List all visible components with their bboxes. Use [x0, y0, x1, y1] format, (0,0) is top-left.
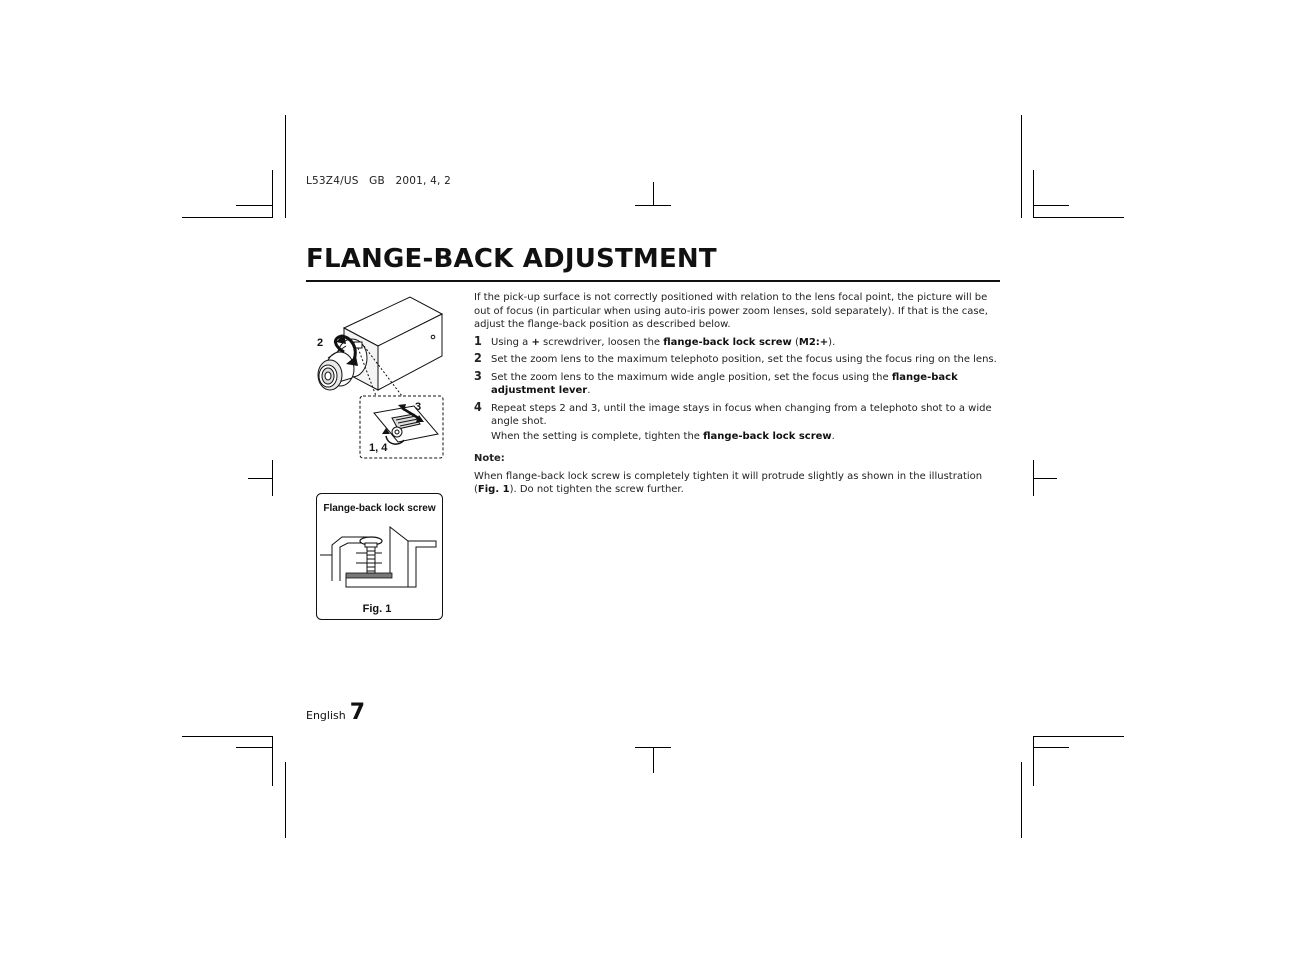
crop-mark: [653, 182, 654, 206]
crop-mark: [1033, 747, 1069, 748]
crop-mark: [653, 747, 654, 773]
callout-2: 2: [317, 337, 324, 349]
page-footer: [306, 700, 365, 725]
instructions: [474, 291, 999, 497]
crop-mark: [236, 205, 272, 206]
step-number: 4: [474, 398, 482, 414]
step-number: 3: [474, 367, 482, 383]
note-heading: Note:: [474, 453, 505, 464]
crop-mark: [182, 217, 272, 218]
step-number: 2: [474, 350, 482, 365]
document-code: L53Z4/US GB 2001, 4, 2: [306, 175, 451, 187]
crop-mark: [272, 460, 273, 496]
step-3: 3 Set the zoom lens to the maximum wide angle position, set the focus using the flange-back adjustment lever.: [474, 367, 958, 396]
crop-mark: [248, 478, 272, 479]
crop-mark: [1033, 217, 1124, 218]
crop-mark: [285, 115, 286, 218]
crop-mark: [285, 762, 286, 838]
crop-mark: [1033, 736, 1034, 786]
crop-mark: [272, 170, 273, 218]
crop-mark: [236, 747, 272, 748]
crop-mark: [1033, 478, 1057, 479]
step-4: 4 Repeat steps 2 and 3, until the image stays in focus when changing from a telephoto shot to a wide angle shot. When the setting is complete, tighten the flange-back lock screw.: [474, 398, 992, 442]
page-title: FLANGE-BACK ADJUSTMENT: [306, 244, 717, 274]
fig1-caption: Fig. 1: [362, 603, 392, 615]
page-number: 7: [349, 700, 366, 725]
crop-mark: [1033, 205, 1069, 206]
callout-1-4: 1, 4: [369, 442, 388, 454]
crop-mark: [1021, 115, 1022, 218]
fig1-title: Flange-back lock screw: [323, 503, 436, 514]
title-rule: [306, 280, 1000, 282]
crop-mark: [1021, 762, 1022, 838]
step-2: 2 Set the zoom lens to the maximum telephoto position, set the focus using the focus ring on the lens.: [474, 350, 997, 365]
crop-mark: [1033, 736, 1124, 737]
crop-mark: [635, 205, 671, 206]
crop-mark: [272, 736, 273, 786]
footer-language: English: [306, 709, 346, 722]
step-number: 1: [474, 332, 482, 348]
callout-3: 3: [415, 401, 422, 413]
intro-paragraph: If the pick-up surface is not correctly positioned with relation to the lens focal point, the picture will be out of focus (in particular when using auto-iris power zoom lenses, sold separately). If that is the case, adjust the flange-back position as described below.: [474, 292, 988, 330]
note-text: When flange-back lock screw is completely tighten it will protrude slightly as shown in the illustration (Fig. 1). Do not tighten the screw further.: [474, 470, 983, 495]
fig1-illustration: [316, 493, 443, 620]
crop-mark: [182, 736, 272, 737]
step-1: 1 Using a + screwdriver, loosen the flange-back lock screw (M2:+).: [474, 332, 836, 348]
crop-mark: [1033, 170, 1034, 218]
camera-illustration: [306, 294, 456, 464]
